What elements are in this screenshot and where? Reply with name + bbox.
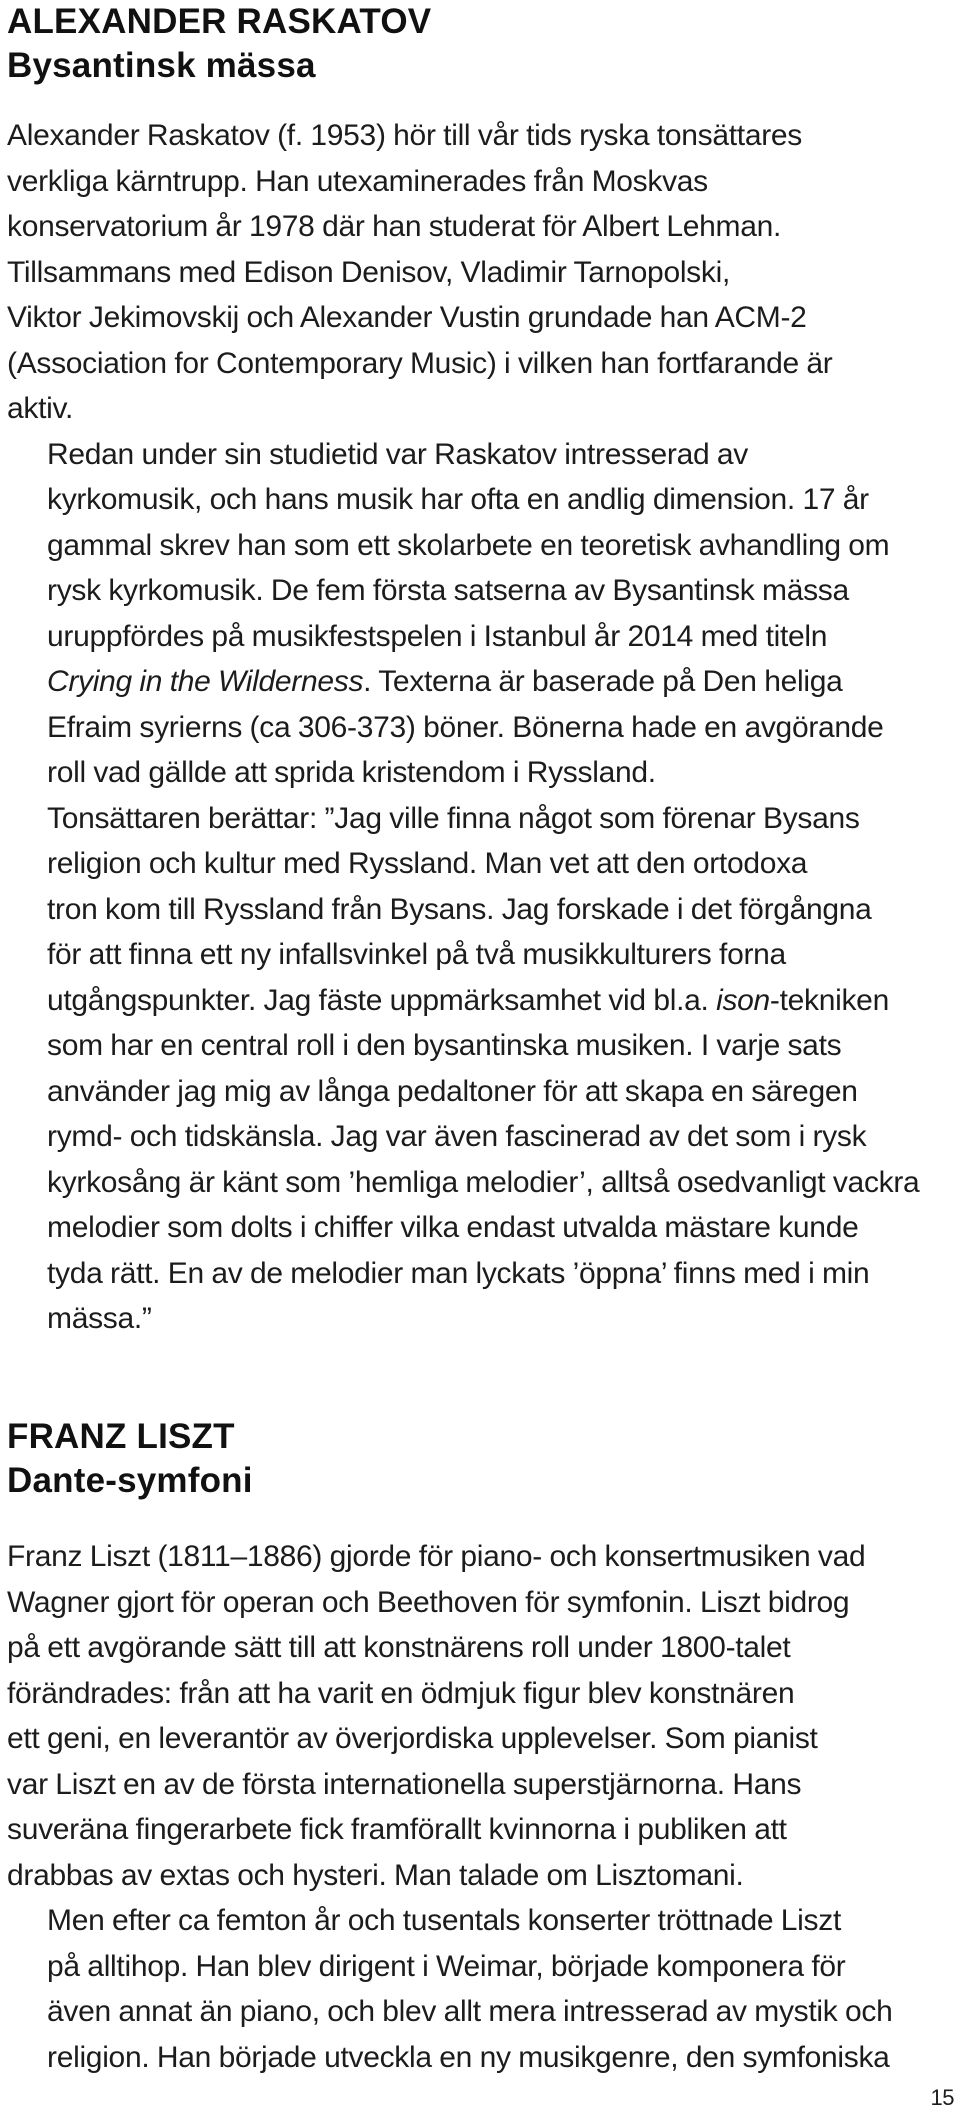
text-run: religion. Han började utveckla en ny musikgenre, den symfoniska [47, 2040, 890, 2074]
text-run: drabbas av extas och hysteri. Man talade om Lisztomani. [7, 1858, 744, 1892]
text-run: aktiv. [7, 392, 73, 425]
text-line [7, 341, 912, 387]
text-run: religion och kultur med Ryssland. Man vet att den ortodoxa [47, 847, 808, 880]
text-run: Tillsammans med Edison Denisov, Vladimir Tarnopolski, [7, 255, 730, 289]
paragraph [7, 796, 920, 1342]
text-run: Redan under sin studietid var Raskatov intresserad av [47, 437, 748, 471]
text-line [7, 386, 912, 432]
section-liszt [7, 1415, 912, 2080]
text-run: som har en central roll i den bysantinska musiken. I varje sats [47, 1029, 842, 1062]
text-run: . Texterna är baserade på Den heliga [363, 665, 843, 698]
text-run: tron kom till Ryssland från Bysans. Jag forskade i det förgångna [47, 892, 872, 926]
text-run: gammal skrev han som ett skolarbete en teoretisk avhandling om [47, 528, 890, 562]
text-run: Wagner gjort för operan och Beethoven för symfonin. Liszt bidrog [7, 1585, 850, 1619]
text-line [7, 568, 912, 614]
text-run: förändrades: från att ha varit en ödmjuk figur blev konstnären [7, 1676, 795, 1710]
text-run: Efraim syrierns (ca 306-373) böner. Bönerna hade en avgörande [47, 710, 884, 744]
text-line [7, 932, 912, 978]
text-line [7, 2035, 912, 2081]
text-line [7, 1853, 912, 1899]
paragraph [7, 432, 912, 796]
work-title: Bysantinsk mässa [7, 46, 316, 85]
text-line [7, 477, 912, 523]
text-line [7, 1251, 912, 1297]
text-line [7, 113, 912, 159]
text-line [7, 614, 912, 660]
text-line [7, 1944, 912, 1990]
text-line [7, 1807, 912, 1853]
text-run: Men efter ca femton år och tusentals konserter tröttnade Liszt [47, 1904, 841, 1937]
paragraph [7, 1898, 912, 2080]
text-run: på alltihop. Han blev dirigent i Weimar, började komponera för [47, 1949, 846, 1983]
text-line [7, 523, 912, 569]
text-run: använder jag mig av långa pedaltoner för att skapa en säregen [47, 1074, 858, 1108]
text-line [7, 295, 912, 341]
text-run: ett geni, en leverantör av överjordiska upplevelser. Som pianist [7, 1722, 818, 1755]
text-run: kyrkomusik, och hans musik har ofta en andlig dimension. 17 år [47, 483, 869, 516]
text-run: (Association for Contemporary Music) i vilken han fortfarande är [7, 346, 833, 380]
text-run: rymd- och tidskänsla. Jag var även fascinerad av det som i rysk [47, 1120, 867, 1153]
text-line [7, 1534, 912, 1580]
text-line [7, 1296, 912, 1342]
italic-title: Crying in the Wilderness [47, 665, 364, 698]
text-run: -tekniken [769, 983, 889, 1017]
italic-title: ison [716, 983, 770, 1017]
text-line [7, 1069, 912, 1115]
text-run: Franz Liszt (1811–1886) gjorde för piano- och konsertmusiken vad [7, 1540, 866, 1573]
text-run: Tonsättaren berättar: ”Jag ville finna något som förenar Bysans [47, 801, 860, 835]
text-run: tyda rätt. En av de melodier man lyckats ’öppna’ finns med i min [47, 1256, 870, 1290]
text-run: var Liszt en av de första internationella superstjärnorna. Hans [7, 1767, 802, 1801]
composer-heading: ALEXANDER RASKATOV [7, 2, 432, 41]
text-run: verkliga kärntrupp. Han utexaminerades från Moskvas [7, 164, 708, 198]
text-line [7, 1114, 912, 1160]
text-line [7, 1762, 912, 1808]
section-body [7, 1534, 912, 2080]
page-number: 15 [930, 2085, 954, 2110]
text-line [7, 204, 912, 250]
text-run: suveräna fingerarbete fick framförallt kvinnorna i publiken att [7, 1813, 787, 1846]
text-line [7, 1205, 912, 1251]
text-run: för att finna ett ny infallsvinkel på två musikkulturers forna [47, 938, 786, 971]
text-line [7, 796, 912, 842]
text-line [7, 1023, 912, 1069]
text-line [7, 978, 912, 1024]
paragraph [7, 1534, 912, 1898]
section-raskatov [7, 0, 920, 1342]
text-run: på ett avgörande sätt till att konstnärens roll under 1800-talet [7, 1631, 791, 1664]
text-line [7, 841, 912, 887]
text-line [7, 1580, 912, 1626]
text-run: kyrkosång är känt som ’hemliga melodier’, alltså osedvanligt vackra [47, 1165, 920, 1199]
paragraph [7, 113, 912, 432]
section-body [7, 113, 920, 1342]
text-line [7, 1716, 912, 1762]
text-line [7, 1898, 912, 1944]
text-line [7, 705, 912, 751]
text-run: rysk kyrkomusik. De fem första satserna av Bysantinsk mässa [47, 574, 849, 607]
text-run: även annat än piano, och blev allt mera intresserad av mystik och [47, 1995, 893, 2028]
text-line [7, 659, 912, 705]
text-run: roll vad gällde att sprida kristendom i Ryssland. [47, 756, 656, 789]
text-line [7, 159, 912, 205]
text-line [7, 1989, 912, 2035]
text-run: Viktor Jekimovskij och Alexander Vustin grundade han ACM-2 [7, 301, 807, 334]
text-run: konservatorium år 1978 där han studerat för Albert Lehman. [7, 210, 782, 243]
text-line [7, 1671, 912, 1717]
work-title: Dante-symfoni [7, 1461, 253, 1500]
text-line [7, 1625, 912, 1671]
text-run: utgångspunkter. Jag fäste uppmärksamhet vid bl.a. [47, 983, 717, 1017]
composer-heading: FRANZ LISZT [7, 1417, 235, 1456]
text-run: Alexander Raskatov (f. 1953) hör till vår tids ryska tonsättares [7, 119, 802, 152]
text-line [7, 432, 912, 478]
text-run: melodier som dolts i chiffer vilka endast utvalda mästare kunde [47, 1211, 859, 1244]
text-line [7, 1160, 920, 1206]
text-line [7, 887, 912, 933]
text-run: uruppfördes på musikfestspelen i Istanbul år 2014 med titeln [47, 619, 828, 653]
text-line [7, 750, 912, 796]
text-line [7, 250, 912, 296]
text-run: mässa.” [47, 1302, 152, 1335]
